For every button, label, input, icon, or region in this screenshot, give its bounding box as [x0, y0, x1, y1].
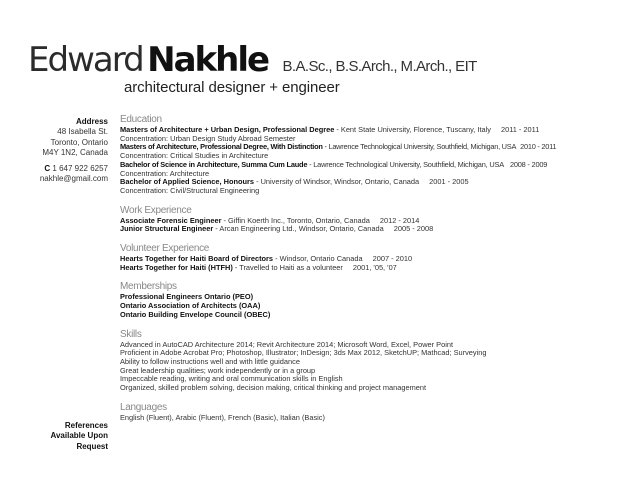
section-title: Skills [120, 328, 142, 340]
list-item: Advanced in AutoCAD Architecture 2014; Revit Architecture 2014; Microsoft Word, Excel, Power Point [120, 339, 454, 349]
list-item: Ability to follow instructions well and with little guidance [120, 356, 300, 366]
address-label: Address [75, 117, 108, 126]
contact-block [8, 117, 108, 184]
phone-number: 1 647 922 6257 [52, 163, 108, 173]
list-item: Ontario Building Envelope Council (OBEC) [120, 309, 271, 319]
memberships-section [120, 280, 630, 319]
languages-section [120, 401, 630, 423]
email-address: nakhle@gmail.com [39, 174, 108, 184]
list-item: Concentration: Critical Studies in Architecture [120, 151, 269, 161]
list-item: Ontario Association of Architects (OAA) [120, 301, 261, 311]
list-item: Hearts Together for Haiti (HTFH) - Travelled to Haiti as a volunteer 2001, '05, '07 [120, 262, 397, 272]
first-name: Edward [28, 40, 143, 80]
list-item: Impeccable reading, writing and oral communication skills in English [120, 374, 343, 384]
list-item: Concentration: Architecture [120, 168, 210, 178]
skills-section [120, 328, 630, 393]
list-item: Masters of Architecture, Professional Degree, With Distinction - Lawrence Technological University, Southfield, Michigan, USA 2010 - 2011 [120, 142, 557, 152]
list-item: Concentration: Urban Design Study Abroad Semester [120, 133, 296, 143]
list-item: Proficient in Adobe Acrobat Pro; Photoshop, Illustrator; InDesign; 3ds Max 2012, SketchUP; Mathcad; Surveying [120, 348, 487, 358]
tagline: architectural designer + engineer [124, 79, 340, 96]
address-postal: M4Y 1N2, Canada [42, 148, 108, 158]
list-item: Bachelor of Science in Architecture, Summa Cum Laude - Lawrence Technological University, Southfield, Michigan, USA 2008 - 2009 [120, 159, 548, 169]
list-item: Professional Engineers Ontario (PEO) [120, 292, 254, 302]
address-city: Toronto, Ontario [50, 137, 108, 147]
address-street: 48 Isabella St. [57, 127, 108, 137]
list-item: English (Fluent), Arabic (Fluent), French (Basic), Italian (Basic) [120, 412, 325, 422]
list-item: Bachelor of Applied Science, Honours - University of Windsor, Windsor, Ontario, Canada 2001 - 2005 [120, 177, 469, 187]
list-item: Great leadership qualities; work independently or in a group [120, 365, 316, 375]
list-item: Concentration: Civil/Structural Engineering [120, 185, 260, 195]
credentials: B.A.Sc., B.S.Arch., M.Arch., EIT [282, 58, 477, 75]
references-note: References Available Upon Request [50, 421, 108, 451]
section-title: Memberships [120, 281, 177, 293]
list-item: Junior Structural Engineer - Arcan Engineering Ltd., Windsor, Ontario, Canada 2005 - 2008 [120, 224, 434, 234]
last-name: Nakhle [147, 40, 269, 80]
list-item: Associate Forensic Engineer - Giffin Koerth Inc., Toronto, Ontario, Canada 2012 - 2014 [120, 215, 420, 225]
section-title: Languages [120, 401, 167, 413]
resume-header [28, 40, 477, 80]
list-item: Hearts Together for Haiti Board of Directors - Windsor, Ontario Canada 2007 - 2010 [120, 254, 413, 264]
section-title: Work Experience [120, 204, 192, 216]
list-item: Organized, skilled problem solving, decision making, critical thinking and project management [120, 383, 427, 393]
resume-body [120, 113, 630, 430]
list-item: Masters of Architecture + Urban Design, Professional Degree - Kent State University, Florence, Tuscany, Italy 2011 - 2011 [120, 125, 540, 134]
work-section [120, 204, 630, 234]
section-title: Volunteer Experience [120, 243, 210, 255]
volunteer-section [120, 242, 630, 272]
section-title: Education [120, 114, 162, 125]
education-section [120, 113, 630, 196]
phone-prefix: C [44, 163, 51, 173]
